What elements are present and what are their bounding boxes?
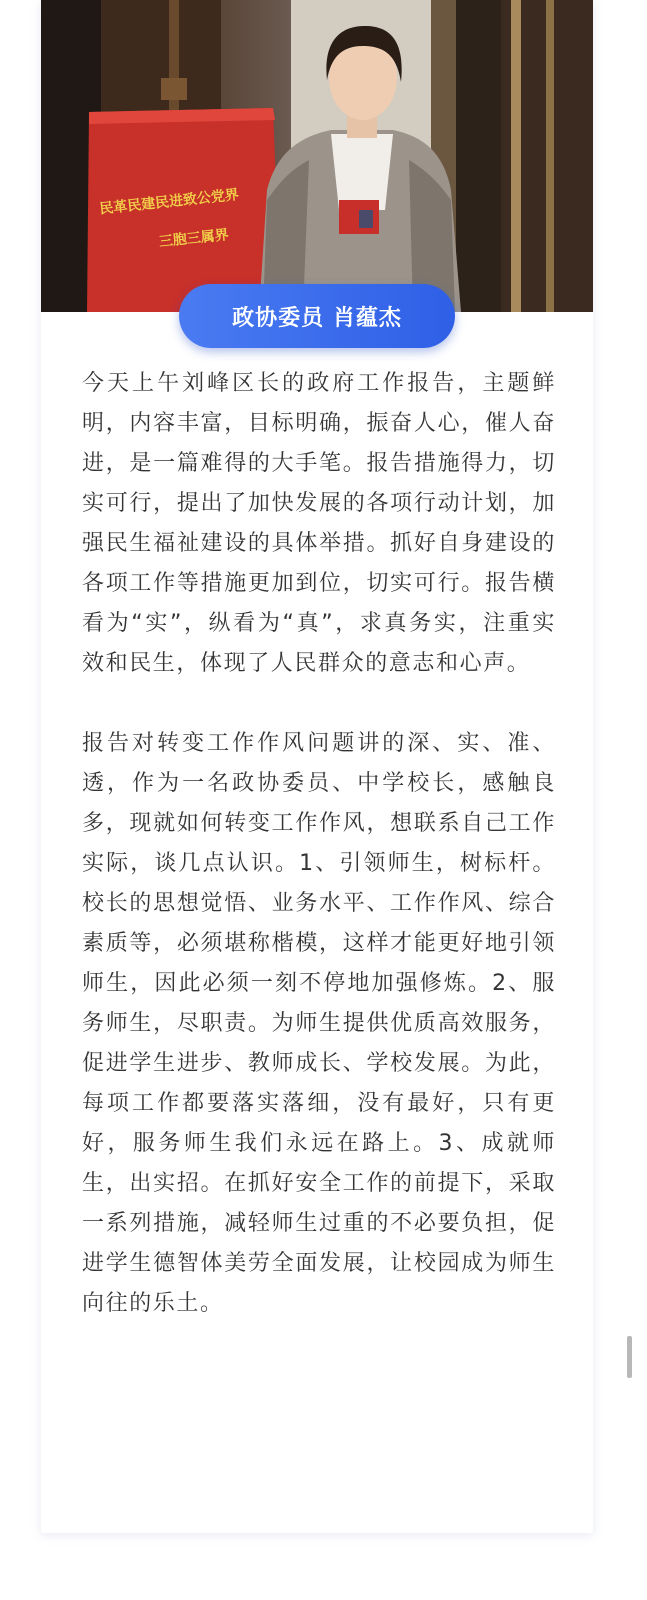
sign-text-line1: 民革民建民进致公党界 xyxy=(98,186,240,218)
article-body xyxy=(82,364,556,1324)
portrait-photo xyxy=(41,0,593,312)
scrollbar-thumb[interactable] xyxy=(627,1336,632,1378)
committee-member-name-badge: 政协委员 肖蕴杰 xyxy=(179,284,455,348)
sign-text-line2: 三胞三属界 xyxy=(158,227,230,251)
article-paragraph-2: 报告对转变工作作风问题讲的深、实、准、透，作为一名政协委员、中学校长，感触良多，现就如何转变工作作风，想联系自己工作实际，谈几点认识。1、引领师生，树标杆。校长的思想觉悟、业务水平、工作作风、综合素质等，必须堪称楷模，这样才能更好地引领师生，因此必须一刻不停地加强修炼。2、服务师生，尽职责。为师生提供优质高效服务，促进学生进步、教师成长、学校发展。为此，每项工作都要落实落细，没有最好，只有更好，服务师生我们永远在路上。3、成就师生，出实招。在抓好安全工作的前提下，采取一系列措施，减轻师生过重的不必要负担，促进学生德智体美劳全面发展，让校园成为师生向往的乐土。 xyxy=(82,731,556,1316)
article-paragraph-1: 今天上午刘峰区长的政府工作报告，主题鲜明，内容丰富，目标明确，振奋人心，催人奋进，是一篇难得的大手笔。报告措施得力，切实可行，提出了加快发展的各项行动计划，加强民生福祉建设的具体举措。抓好自身建设的各项工作等措施更加到位，切实可行。报告横看为“实”，纵看为“真”，求真务实，注重实效和民生，体现了人民群众的意志和心声。 xyxy=(82,371,556,676)
